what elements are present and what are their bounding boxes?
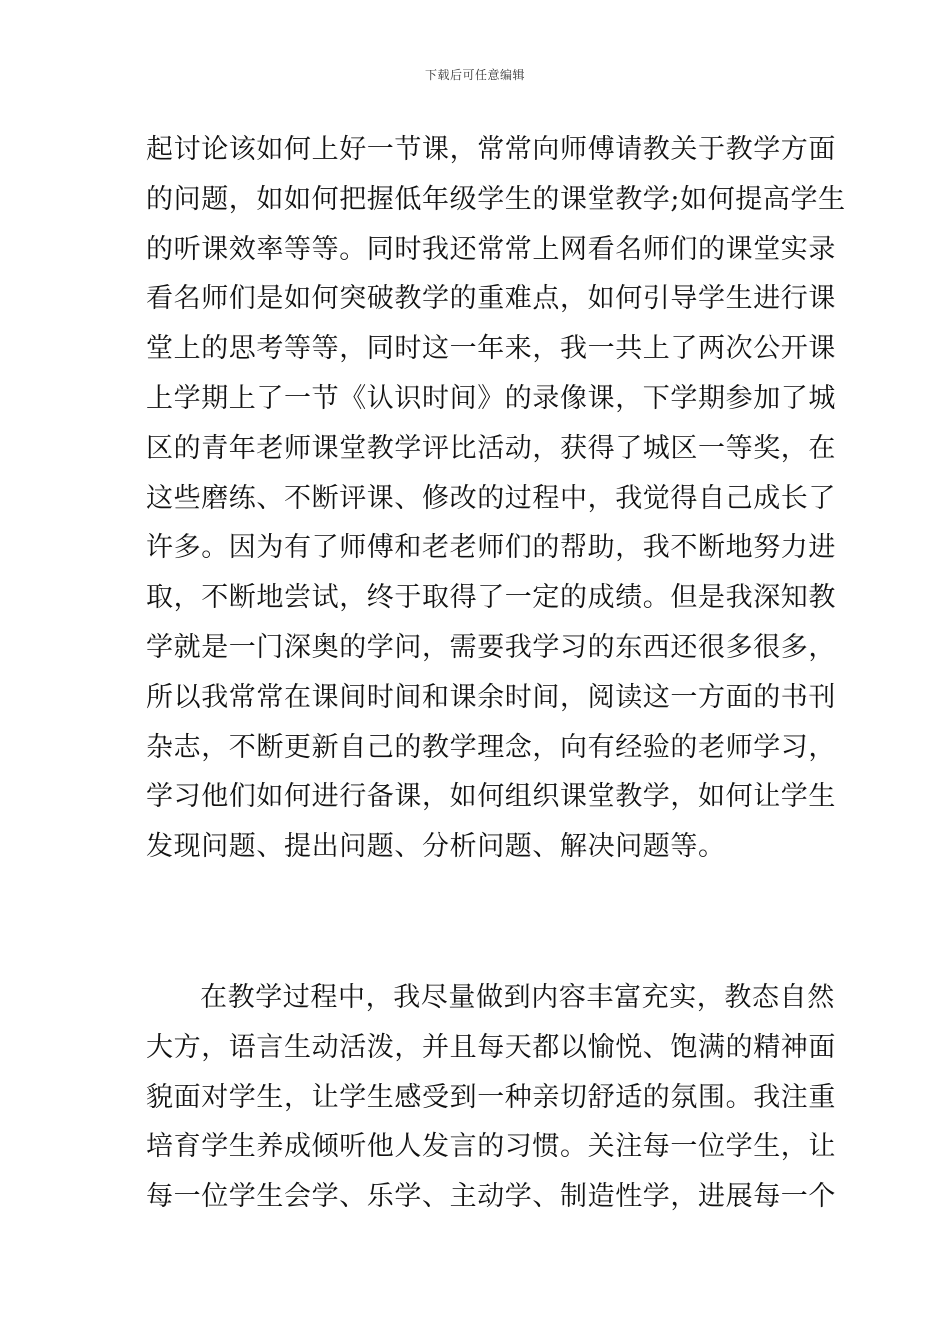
- paragraph-line: 貌面对学生，让学生感受到一种亲切舒适的氛围。我注重: [146, 1081, 836, 1113]
- paragraph-line: 发现问题、提出问题、分析问题、解决问题等。: [146, 831, 726, 863]
- paragraph-line: 学习他们如何进行备课，如何组织课堂教学，如何让学生: [146, 781, 836, 813]
- paragraph-line: 的听课效率等等。同时我还常常上网看名师们的课堂实录: [146, 233, 836, 265]
- paragraph-line: 许多。因为有了师傅和老老师们的帮助，我不断地努力进: [146, 532, 836, 564]
- paragraph-line: 的问题，如如何把握低年级学生的课堂教学;如何提高学生: [146, 183, 846, 215]
- paragraph-line: 这些磨练、不断评课、修改的过程中，我觉得自己成长了: [146, 482, 836, 514]
- page-header: 下载后可任意编辑: [424, 68, 525, 82]
- paragraph-line: 学就是一门深奥的学问，需要我学习的东西还很多很多，: [146, 631, 836, 663]
- paragraph-line: 上学期上了一节《认识时间》的录像课，下学期参加了城: [146, 382, 836, 414]
- paragraph-line: 区的青年老师课堂教学评比活动，获得了城区一等奖，在: [146, 432, 836, 464]
- paragraph-line: 每一位学生会学、乐学、主动学、制造性学，进展每一个: [146, 1181, 836, 1213]
- paragraph-line: 所以我常常在课间时间和课余时间，阅读这一方面的书刊: [146, 681, 836, 713]
- paragraph-line: 培育学生养成倾听他人发言的习惯。关注每一位学生，让: [146, 1131, 836, 1163]
- paragraph-2: [146, 973, 836, 1222]
- paragraph-line: 起讨论该如何上好一节课，常常向师傅请教关于教学方面: [146, 134, 836, 165]
- paragraph-line: 取，不断地尝试，终于取得了一定的成绩。但是我深知教: [146, 582, 836, 614]
- paragraph-line: 在教学过程中，我尽量做到内容丰富充实，教态自然: [200, 982, 835, 1013]
- paragraph-line: 看名师们是如何突破教学的重难点，如何引导学生进行课: [146, 283, 836, 315]
- paragraph-line: 堂上的思考等等，同时这一年来，我一共上了两次公开课: [146, 333, 836, 365]
- paragraph-1: [146, 125, 846, 872]
- paragraph-line: 大方，语言生动活泼，并且每天都以愉悦、饱满的精神面: [146, 1031, 836, 1063]
- paragraph-line: 杂志，不断更新自己的教学理念，向有经验的老师学习，: [146, 731, 836, 763]
